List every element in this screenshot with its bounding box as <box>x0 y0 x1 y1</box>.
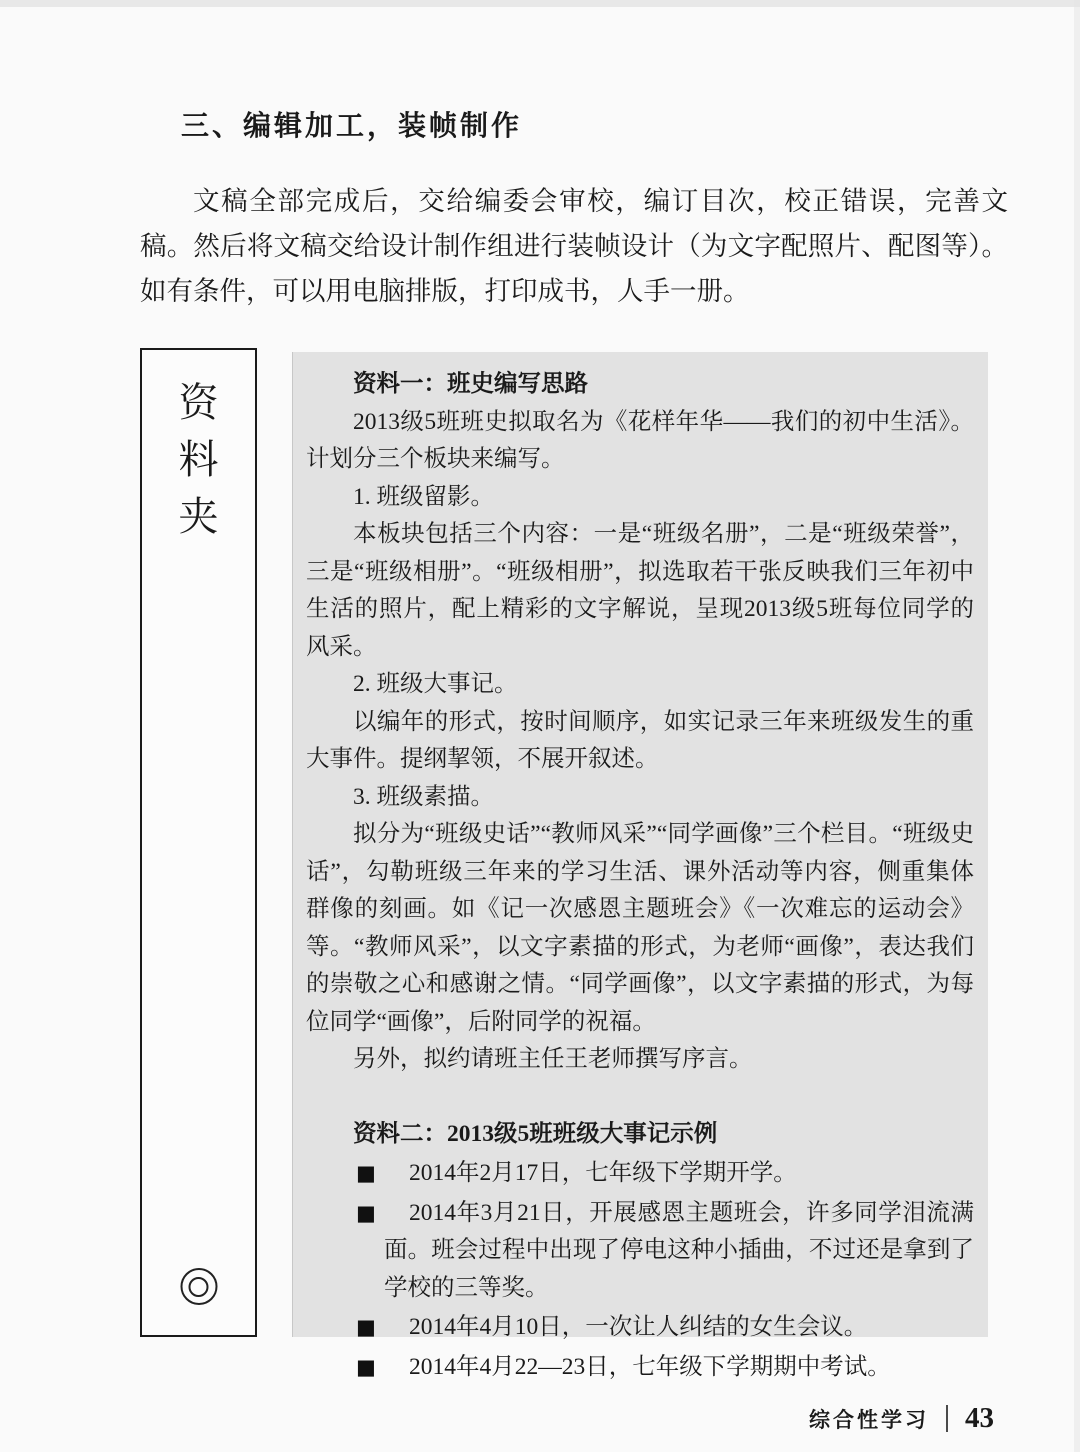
events-list <box>306 1155 974 1386</box>
material1-paragraph: 以编年的形式，按时间顺序，如实记录三年来班级发生的重大事件。提纲挈领，不展开叙述。 <box>306 708 974 772</box>
square-bullet-icon: ■ <box>356 1200 376 1225</box>
ring-binder-hole-icon <box>180 1268 217 1305</box>
ring-binder-hole-inner <box>189 1277 209 1297</box>
folder-spine <box>140 348 257 1337</box>
event-text: 2014年4月22—23日，七年级下学期期中考试。 <box>409 1353 891 1380</box>
footer-divider <box>946 1405 948 1432</box>
footer-section-label: 综合性学习 <box>809 1407 929 1432</box>
event-text: 2014年2月17日，七年级下学期开学。 <box>409 1160 797 1186</box>
material1-paragraph: 1. 班级留影。 <box>353 483 494 510</box>
materials-panel <box>292 352 988 1380</box>
material1-paragraph: 2013级5班班史拟取名为《花样年华——我们的初中生活》。计划分三个板块来编写。 <box>306 408 974 472</box>
square-bullet-icon: ■ <box>356 1354 376 1379</box>
event-item <box>306 1349 974 1387</box>
material1-paragraph: 拟分为“班级史话”“教师风采”“同学画像”三个栏目。“班级史话”，勾勒班级三年来的学习生活、课外活动等内容，侧重集体群像的刻画。如《记一次感恩主题班会》《一次难忘的运动会》等。“教师风采”，以文字素描的形式，为老师“画像”，表达我们的崇敬之心和感谢之情。“同学画像”，以文字素描的形式，为每位同学“画像”，后附同学的祝福。 <box>306 821 974 1035</box>
event-item <box>306 1195 974 1308</box>
event-text: 2014年4月10日，一次让人纠结的女生会议。 <box>409 1314 868 1340</box>
material1-paragraph: 本板块包括三个内容：一是“班级名册”，二是“班级荣誉”，三是“班级相册”。“班级相册”，拟选取若干张反映我们三年初中生活的照片，配上精彩的文字解说，呈现2013级5班每位同学的风采。 <box>306 521 974 660</box>
intro-paragraph: 文稿全部完成后，交给编委会审校，编订目次，校正错误，完善文稿。然后将文稿交给设计制作组进行装帧设计（为文字配照片、配图等）。如有条件，可以用电脑排版，打印成书，人手一册。 <box>140 186 1008 306</box>
event-item <box>306 1155 974 1193</box>
folder-spine-label: 资料夹 <box>178 380 219 539</box>
scan-artifact-right <box>1074 0 1080 1452</box>
square-bullet-icon: ■ <box>356 1315 376 1339</box>
section-heading: 三、编辑加工，装帧制作 <box>181 111 523 142</box>
footer-page-number: 43 <box>965 1402 994 1434</box>
material1-paragraph: 2. 班级大事记。 <box>353 671 518 697</box>
scan-artifact-top <box>0 0 1080 7</box>
event-item <box>306 1309 974 1347</box>
material1-paragraph: 另外，拟约请班主任王老师撰写序言。 <box>353 1046 753 1072</box>
material1-paragraph: 3. 班级素描。 <box>353 783 494 810</box>
material1-title: 资料一：班史编写思路 <box>353 371 588 397</box>
event-text: 2014年3月21日，开展感恩主题班会，许多同学泪流满面。班会过程中出现了停电这种小插曲，不过还是拿到了学校的三等奖。 <box>384 1199 974 1301</box>
material2-title: 资料二：2013级5班班级大事记示例 <box>353 1120 718 1147</box>
square-bullet-icon: ■ <box>356 1161 376 1185</box>
page-footer <box>0 1402 994 1435</box>
